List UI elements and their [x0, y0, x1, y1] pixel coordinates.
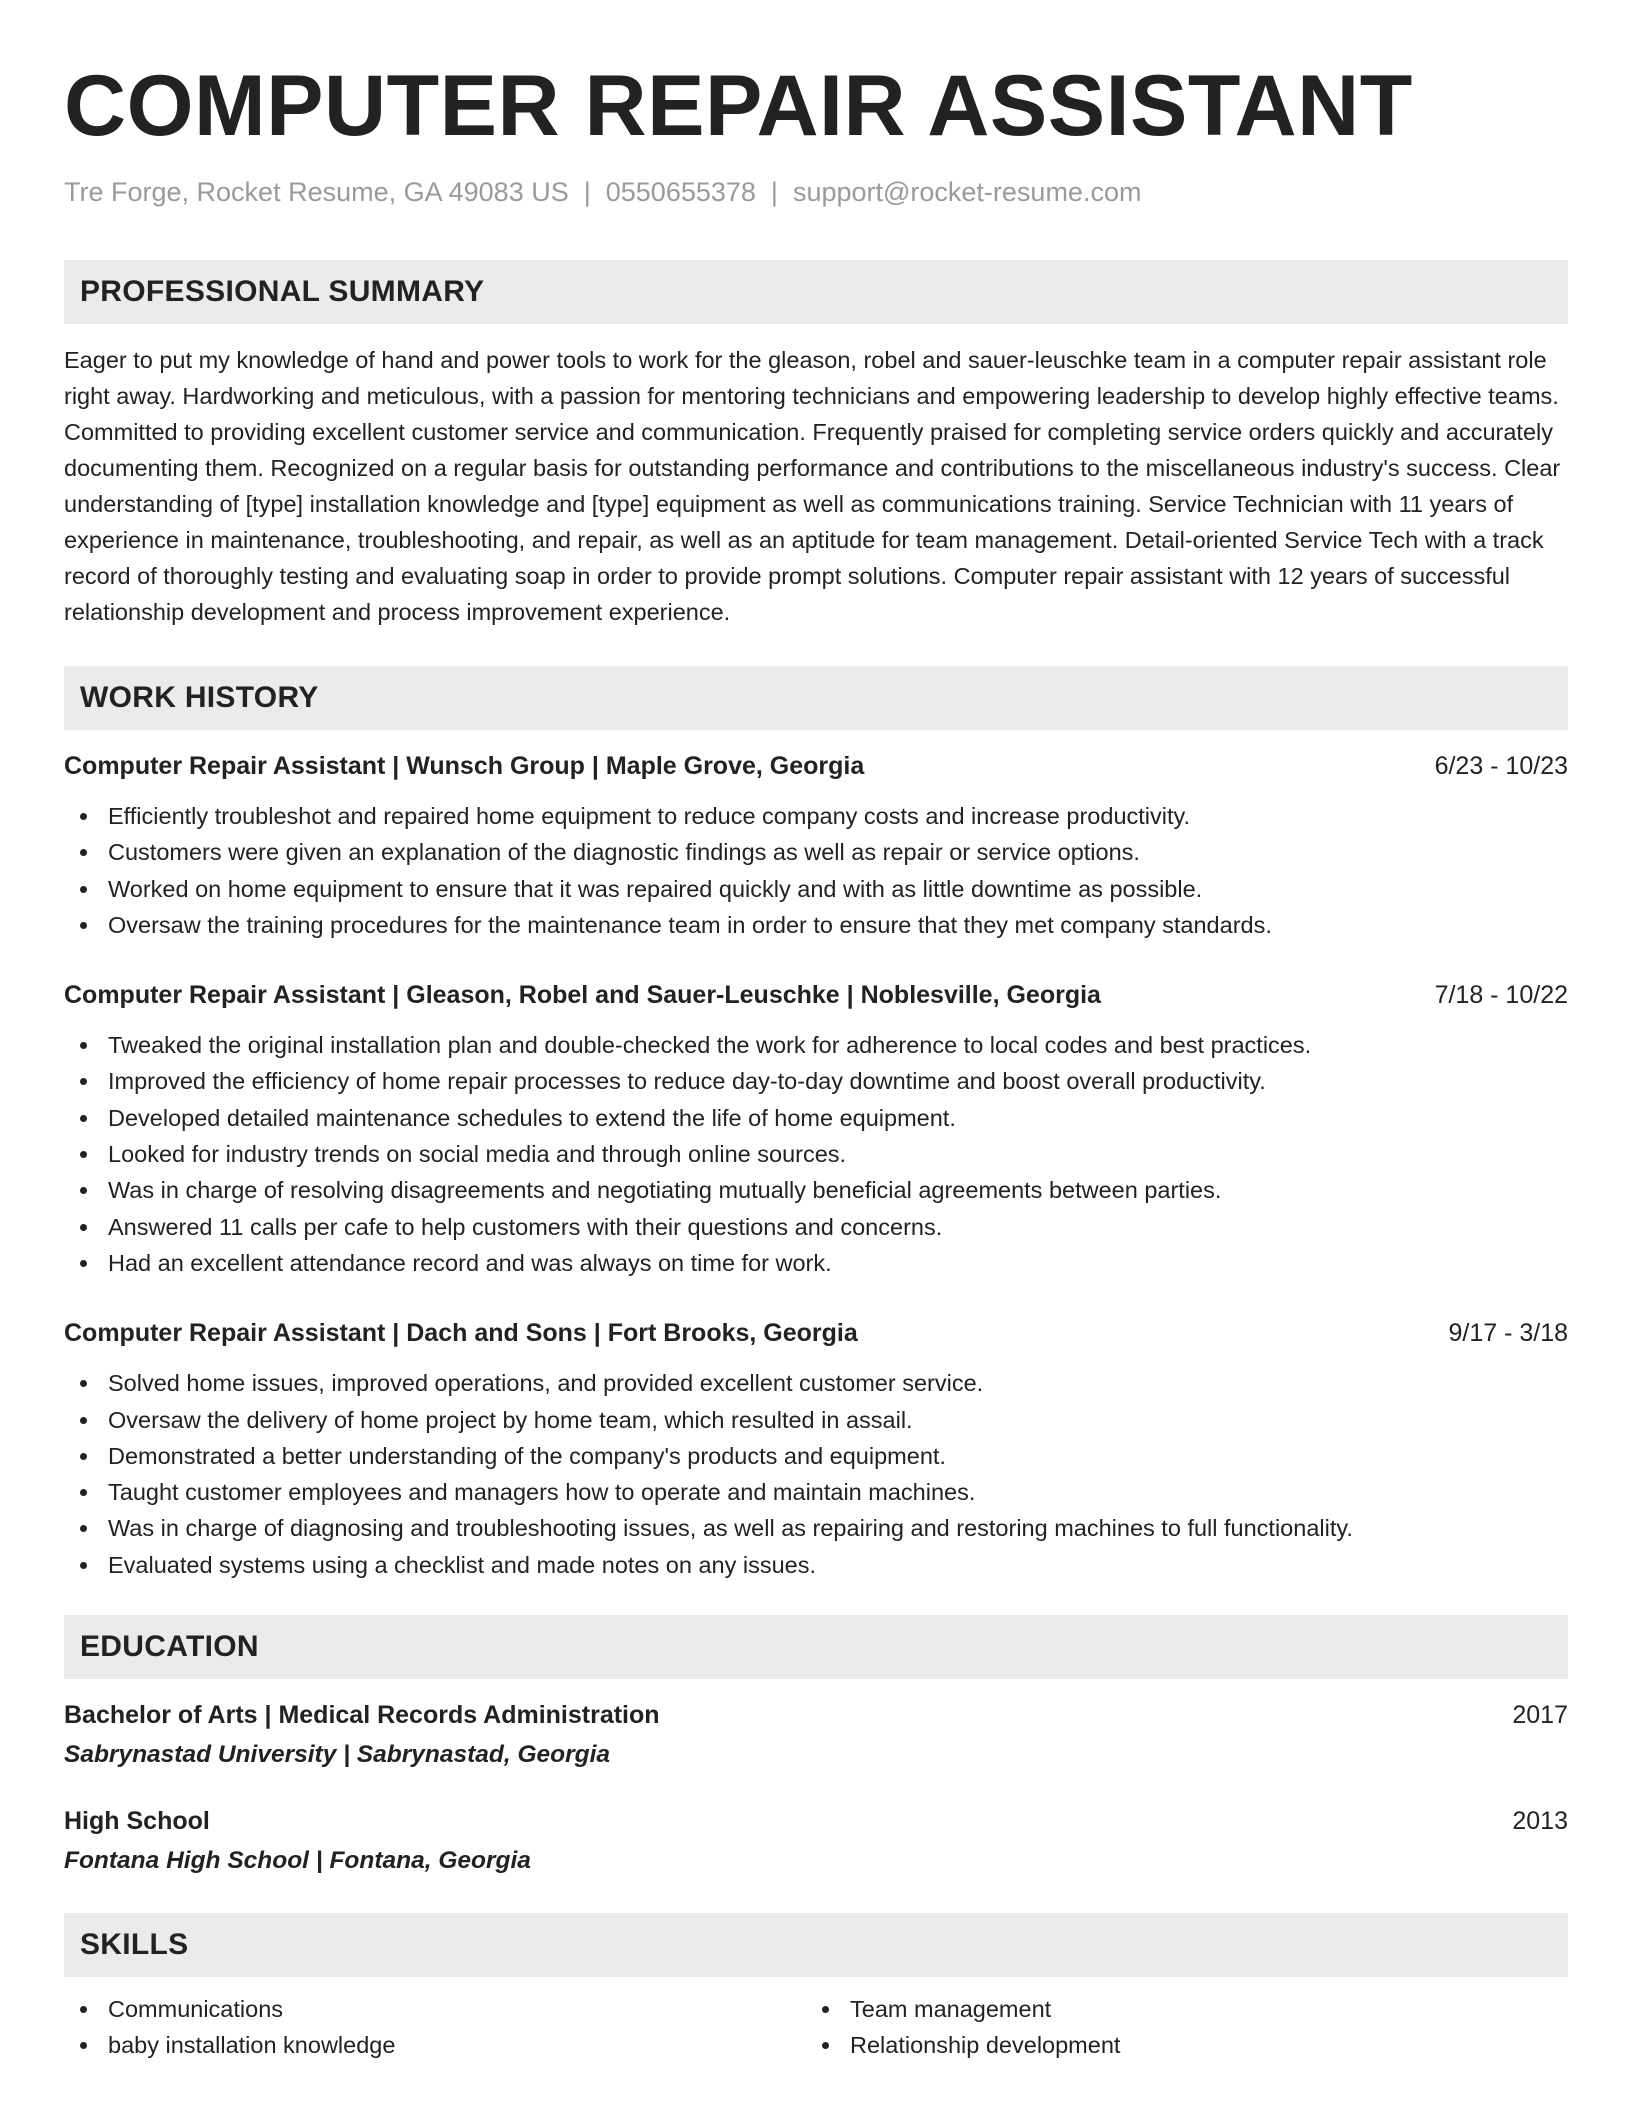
- section-header-summary: PROFESSIONAL SUMMARY: [64, 260, 1568, 324]
- job-bullet: [64, 834, 1568, 870]
- job-bullet: [64, 1474, 1568, 1510]
- section-header-education: EDUCATION: [64, 1615, 1568, 1679]
- job-entry: [64, 748, 1568, 943]
- job-title: Computer Repair Assistant | Wunsch Group | Maple Grove, Georgia: [64, 752, 865, 780]
- bullet-icon: [80, 1151, 87, 1158]
- contact-separator: |: [770, 177, 778, 207]
- contact-address: Tre Forge, Rocket Resume, GA 49083 US: [64, 177, 569, 207]
- job-bullet: [64, 1209, 1568, 1245]
- job-bullet: [64, 1136, 1568, 1172]
- section-header-skills: SKILLS: [64, 1913, 1568, 1977]
- bullet-text: Was in charge of diagnosing and troubleshooting issues, as well as repairing and restoring machines to full functionality.: [108, 1515, 1353, 1542]
- bullet-text: Was in charge of resolving disagreements and negotiating mutually beneficial agreements between parties.: [108, 1177, 1222, 1204]
- bullet-icon: [80, 1380, 87, 1387]
- education-entry: [64, 1803, 1568, 1879]
- skill-item: [64, 2027, 806, 2063]
- bullet-icon: [80, 1224, 87, 1231]
- job-dates: 6/23 - 10/23: [1434, 752, 1568, 780]
- bullet-text: Taught customer employees and managers how to operate and maintain machines.: [108, 1479, 976, 1506]
- bullet-icon: [80, 1078, 87, 1085]
- job-entry: [64, 1315, 1568, 1583]
- job-bullet: [64, 1245, 1568, 1281]
- bullet-text: Oversaw the delivery of home project by home team, which resulted in assail.: [108, 1406, 913, 1433]
- skill-item: [806, 1991, 1548, 2027]
- bullet-text: Tweaked the original installation plan and double-checked the work for adherence to local codes and best practices.: [108, 1032, 1312, 1059]
- skills-column-left: [64, 1991, 806, 2063]
- bullet-icon: [80, 1489, 87, 1496]
- skill-text: Team management: [850, 1996, 1052, 2023]
- job-bullet: [64, 1172, 1568, 1208]
- job-bullet: [64, 1510, 1568, 1546]
- bullet-text: Had an excellent attendance record and was always on time for work.: [108, 1249, 832, 1276]
- bullet-text: Oversaw the training procedures for the maintenance team in order to ensure that they met company standards.: [108, 911, 1272, 938]
- contact-phone: 0550655378: [605, 177, 756, 207]
- job-header: [64, 748, 1568, 784]
- bullet-text: Looked for industry trends on social media and through online sources.: [108, 1141, 847, 1168]
- job-bullets: [64, 798, 1568, 943]
- job-bullet: [64, 1365, 1568, 1401]
- bullet-text: Evaluated systems using a checklist and made notes on any issues.: [108, 1551, 816, 1578]
- job-header: [64, 1315, 1568, 1351]
- bullet-icon: [822, 2006, 829, 2013]
- job-bullet: [64, 907, 1568, 943]
- education-header: [64, 1697, 1568, 1733]
- skills-list: [806, 1991, 1548, 2063]
- education-year: 2013: [1512, 1807, 1568, 1836]
- bullet-icon: [80, 1042, 87, 1049]
- job-title: Computer Repair Assistant | Gleason, Robel and Sauer-Leuschke | Noblesville, Georgia: [64, 981, 1101, 1010]
- bullet-text: Developed detailed maintenance schedules to extend the life of home equipment.: [108, 1104, 956, 1131]
- skill-text: Relationship development: [850, 2032, 1121, 2059]
- job-bullet: [64, 1027, 1568, 1063]
- skill-item: [64, 1991, 806, 2027]
- bullet-icon: [80, 886, 87, 893]
- bullet-text: Customers were given an explanation of the diagnostic findings as well as repair or service options.: [108, 839, 1140, 866]
- resume-page: [64, 0, 1568, 2063]
- job-bullet: [64, 1100, 1568, 1136]
- job-bullet: [64, 1438, 1568, 1474]
- job-entry: [64, 977, 1568, 1281]
- bullet-icon: [822, 2042, 829, 2049]
- job-bullet: [64, 1547, 1568, 1583]
- job-title: Computer Repair Assistant | Dach and Sons | Fort Brooks, Georgia: [64, 1319, 858, 1348]
- job-dates: 9/17 - 3/18: [1448, 1319, 1568, 1348]
- skill-text: Communications: [108, 1996, 284, 2023]
- education-degree: High School: [64, 1807, 210, 1836]
- skills-column-right: [806, 1991, 1548, 2063]
- job-bullet: [64, 1402, 1568, 1438]
- skill-item: [806, 2027, 1548, 2063]
- bullet-icon: [80, 922, 87, 929]
- bullet-icon: [80, 1260, 87, 1267]
- education-year: 2017: [1512, 1701, 1568, 1730]
- job-bullet: [64, 798, 1568, 834]
- resume-name: COMPUTER REPAIR ASSISTANT: [64, 58, 1413, 154]
- bullet-icon: [80, 813, 87, 820]
- bullet-icon: [80, 2042, 87, 2049]
- bullet-text: Solved home issues, improved operations, and provided excellent customer service.: [108, 1370, 984, 1397]
- section-header-work-history: WORK HISTORY: [64, 666, 1568, 730]
- education-header: [64, 1803, 1568, 1839]
- job-dates: 7/18 - 10/22: [1434, 981, 1568, 1010]
- bullet-text: Answered 11 calls per cafe to help customers with their questions and concerns.: [108, 1213, 943, 1240]
- education-school: Fontana High School | Fontana, Georgia: [64, 1847, 531, 1875]
- bullet-icon: [80, 849, 87, 856]
- skills-list: [64, 1991, 806, 2063]
- bullet-text: Demonstrated a better understanding of the company's products and equipment.: [108, 1442, 946, 1469]
- bullet-icon: [80, 1525, 87, 1532]
- job-bullet: [64, 1063, 1568, 1099]
- job-bullet: [64, 871, 1568, 907]
- skills-grid: [64, 1991, 1568, 2063]
- bullet-icon: [80, 1453, 87, 1460]
- education-entry: [64, 1697, 1568, 1773]
- job-bullets: [64, 1027, 1568, 1281]
- bullet-icon: [80, 1187, 87, 1194]
- contact-email: support@rocket-resume.com: [792, 177, 1142, 207]
- contact-separator: |: [583, 177, 591, 207]
- bullet-text: Improved the efficiency of home repair processes to reduce day-to-day downtime and boost overall productivity.: [108, 1068, 1266, 1095]
- bullet-text: Worked on home equipment to ensure that it was repaired quickly and with as little downtime as possible.: [108, 875, 1203, 902]
- bullet-icon: [80, 1417, 87, 1424]
- education-degree: Bachelor of Arts | Medical Records Administration: [64, 1701, 660, 1730]
- job-bullets: [64, 1365, 1568, 1583]
- education-school: Sabrynastad University | Sabrynastad, Georgia: [64, 1741, 611, 1769]
- bullet-icon: [80, 2006, 87, 2013]
- bullet-icon: [80, 1115, 87, 1122]
- contact-line: [64, 174, 1568, 210]
- skill-text: baby installation knowledge: [108, 2032, 396, 2059]
- bullet-text: Efficiently troubleshot and repaired home equipment to reduce company costs and increase productivity.: [108, 803, 1191, 829]
- summary-text: Eager to put my knowledge of hand and power tools to work for the gleason, robel and sauer-leuschke team in a computer repair assistant role right away. Hardworking and meticulous, with a passion for mentoring technicians and empowering leadership to develop highly effective teams. Committed to providing excellent customer service and communication. Frequently praised for completing service orders quickly and accurately documenting them. Recognized on a regular basis for outstanding performance and contributions to the miscellaneous industry's success. Clear understanding of [type] installation knowledge and [type] equipment as well as communications training. Service Technician with 11 years of experience in maintenance, troubleshooting, and repair, as well as an aptitude for team management. Detail-oriented Service Tech with a track record of thoroughly testing and evaluating soap in order to provide prompt solutions. Computer repair assistant with 12 years of successful relationship development and process improvement experience.: [64, 347, 1561, 625]
- bullet-icon: [80, 1562, 87, 1569]
- job-header: [64, 977, 1568, 1013]
